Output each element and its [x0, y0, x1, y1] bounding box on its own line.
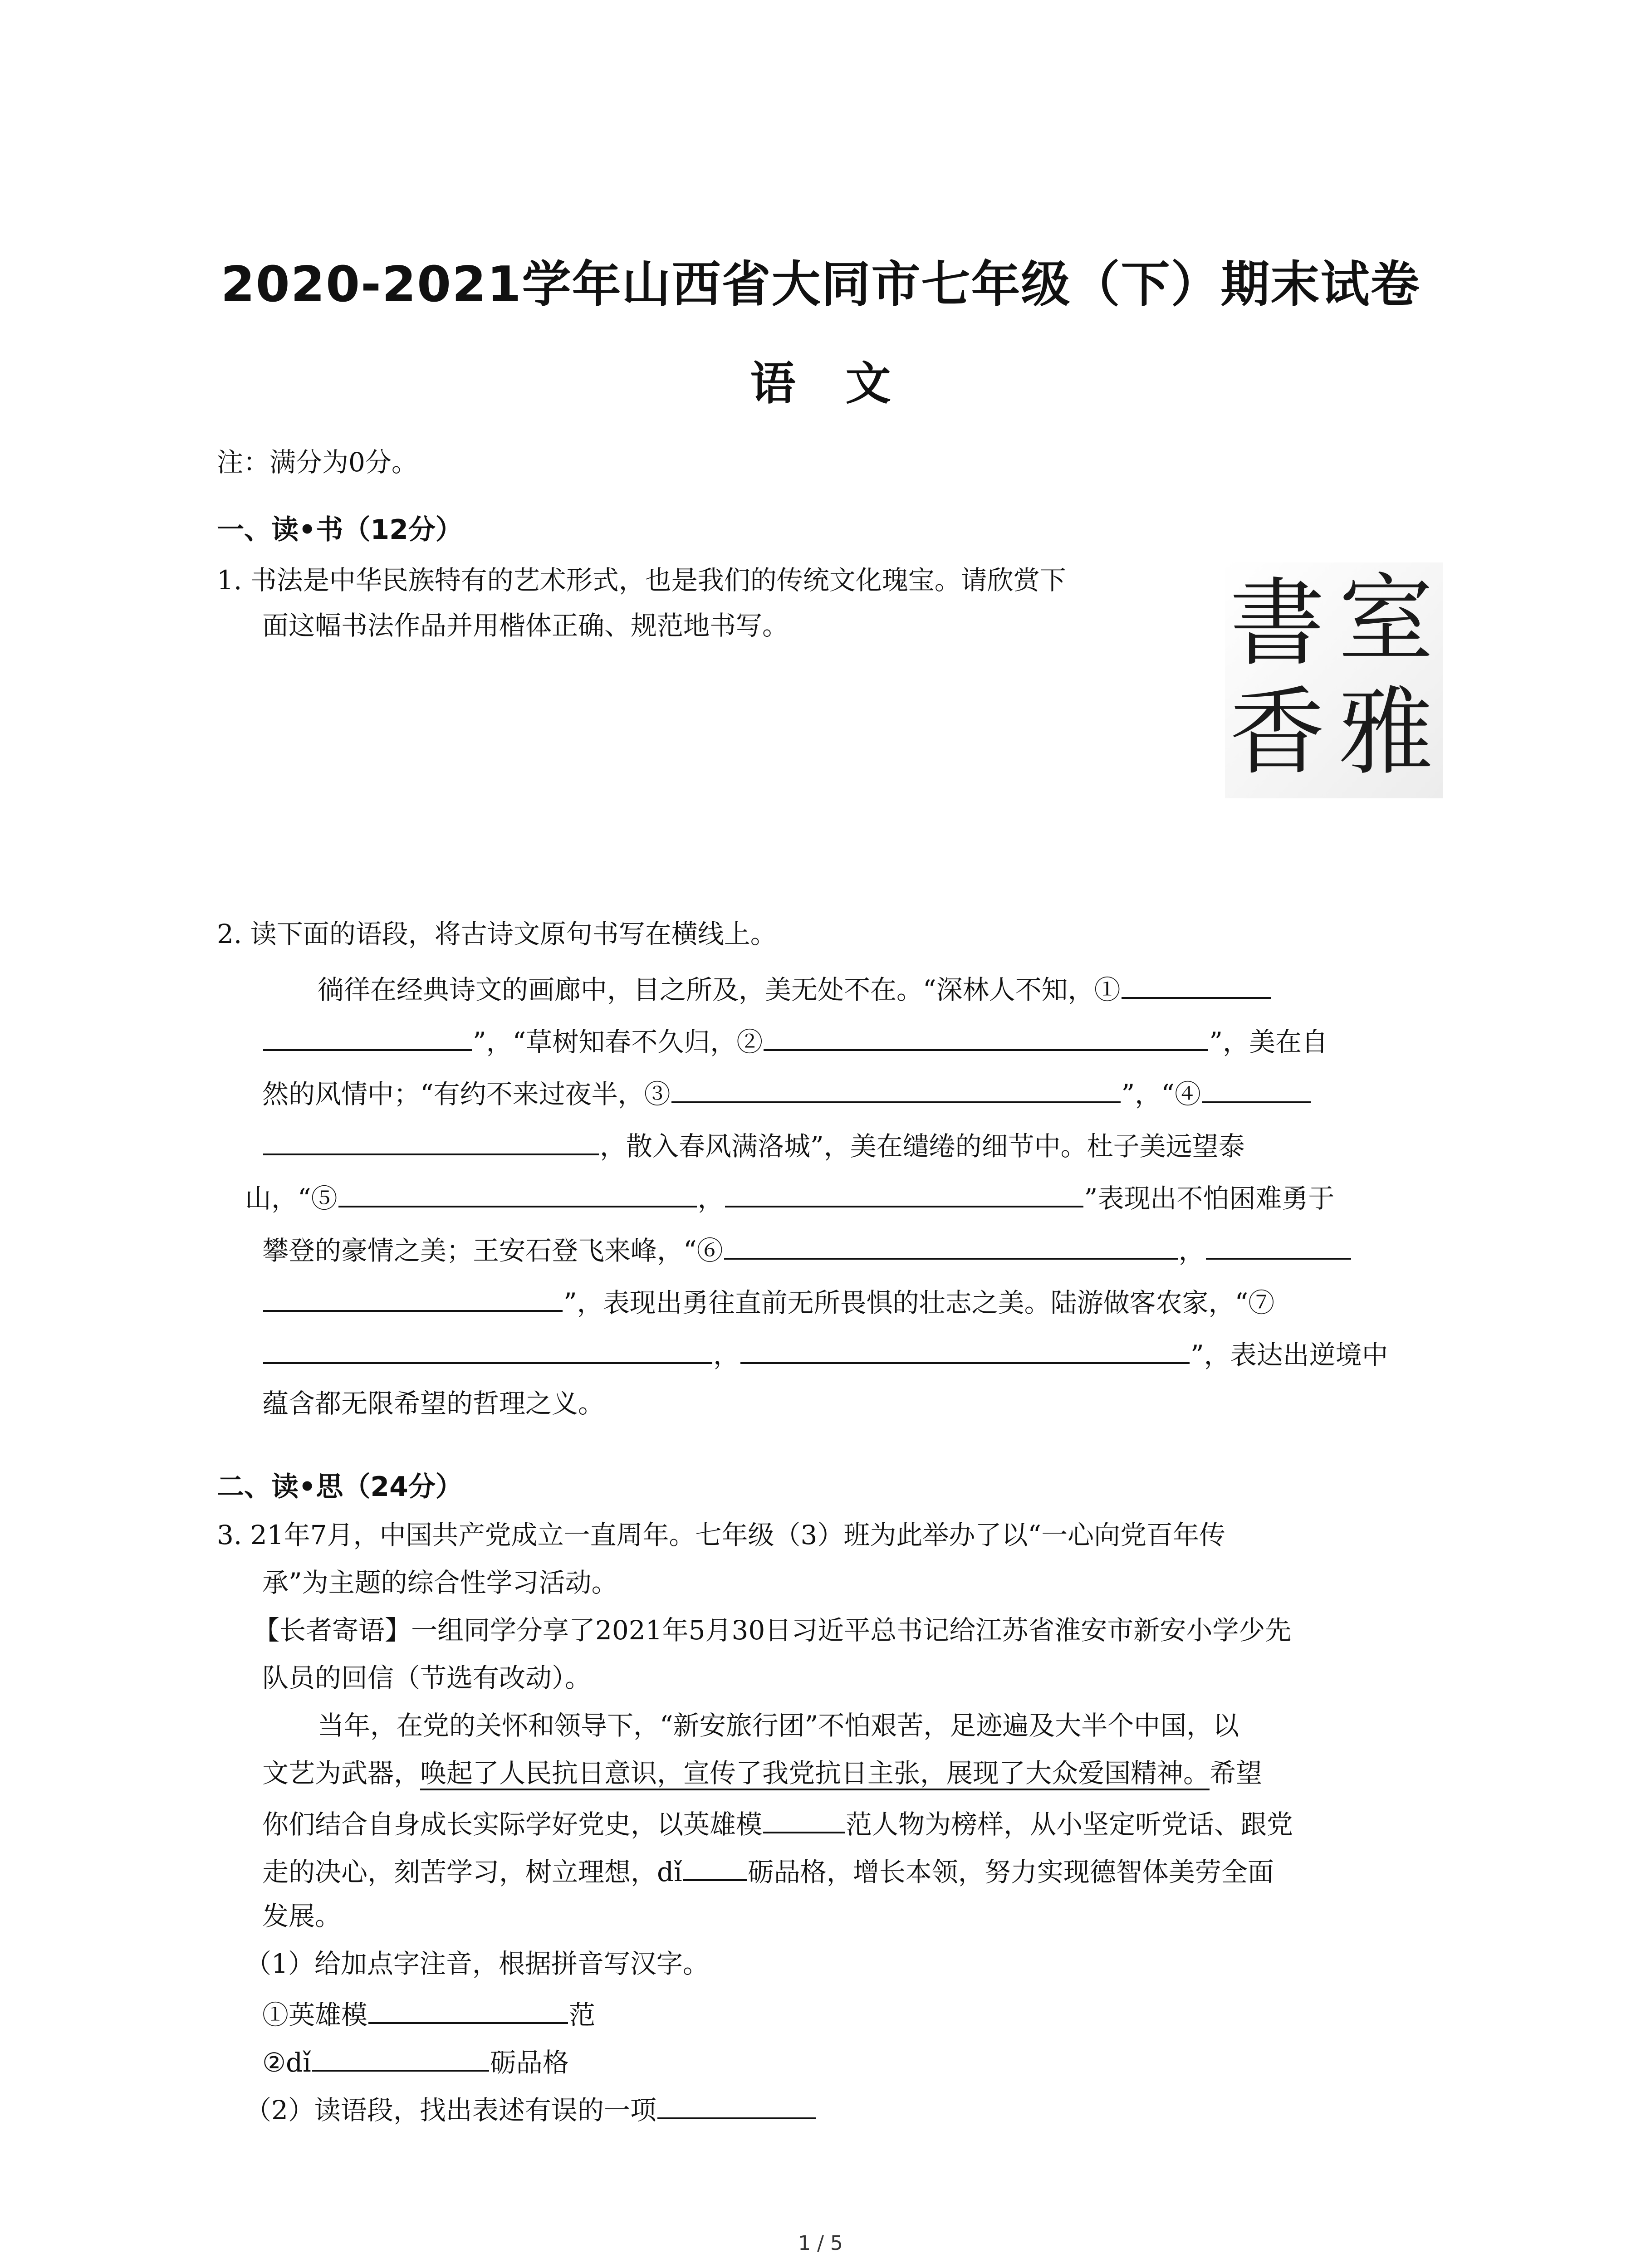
- q2-line9: 蕴含都无限希望的哲理之义。: [262, 1388, 605, 1419]
- q2-text: ，: [1178, 1235, 1205, 1266]
- answer-blank-5b[interactable]: [725, 1179, 1083, 1207]
- q2-text: ”，表现出勇往直前无所畏惧的壮志之美。陆游做客农家，“⑦: [563, 1287, 1275, 1318]
- q2-text: ”，表达出逆境中: [1190, 1339, 1388, 1370]
- answer-blank-choice[interactable]: [657, 2091, 816, 2119]
- q3-text: （2）读语段，找出表述有误的一项: [245, 2095, 656, 2126]
- answer-blank-6b[interactable]: [1206, 1232, 1351, 1260]
- answer-blank-4b[interactable]: [263, 1127, 599, 1155]
- exam-subject: 语文: [750, 357, 941, 410]
- answer-blank-1b[interactable]: [263, 1023, 472, 1051]
- section-1-heading: 一、读•书（12分）: [217, 514, 463, 546]
- q3-line3: 【长者寄语】一组同学分享了2021年5月30日习近平总书记给江苏省淮安市新安小学少先: [253, 1615, 1292, 1646]
- underlined-sentence: 唤起了人民抗日意识，宣传了我党抗日主张，展现了大众爱国精神。: [420, 1758, 1210, 1790]
- answer-blank-mo[interactable]: [763, 1805, 845, 1833]
- q3-answer2: [262, 2043, 569, 2079]
- answer-blank-7b[interactable]: [740, 1336, 1190, 1364]
- exam-title: 2020-2021学年山西省大同市七年级（下）期末试卷: [220, 256, 1421, 313]
- q2-text: ”，“草树知春不久归，②: [473, 1026, 763, 1057]
- q3-text: 范: [569, 1999, 596, 2030]
- answer-blank-6c[interactable]: [263, 1284, 563, 1312]
- calligraphy-artwork: [1225, 562, 1443, 798]
- q2-text: ”表现出不怕困难勇于: [1084, 1183, 1335, 1214]
- q2-line7: [262, 1284, 1274, 1319]
- q3-text: ②dǐ: [262, 2047, 311, 2078]
- answer-blank-2[interactable]: [764, 1023, 1208, 1051]
- q3-line4: 队员的回信（节选有改动）。: [262, 1662, 592, 1693]
- q2-text: 攀登的豪情之美；王安石登飞来峰，“⑥: [262, 1235, 723, 1266]
- calligraphy-char-4: 雅: [1338, 677, 1434, 788]
- q2-text: ”，“④: [1121, 1079, 1201, 1110]
- calligraphy-char-2: 室: [1338, 563, 1434, 675]
- q3-para1: 当年，在党的关怀和领导下，“新安旅行团”不怕艰苦，足迹遍及大半个中国，以: [318, 1710, 1239, 1741]
- score-note: 注：满分为0分。: [217, 447, 418, 478]
- q3-sub1: （1）给加点字注音，根据拼音写汉字。: [245, 1948, 709, 1979]
- q3-text: 走的决心，刻苦学习，树立理想，dǐ: [262, 1857, 682, 1887]
- q2-line1: [318, 971, 1272, 1006]
- q2-text: 徜徉在经典诗文的画廊中，目之所及，美无处不在。“深林人不知，①: [318, 974, 1121, 1005]
- q3-answer1: [262, 1996, 595, 2031]
- q3-text: ①英雄模: [262, 1999, 368, 2030]
- page-number: 1 / 5: [798, 2232, 843, 2255]
- q3-text: 你们结合自身成长实际学好党史，以英雄模: [262, 1809, 763, 1840]
- answer-blank-pinyin[interactable]: [368, 1996, 568, 2024]
- q2-line4: [262, 1127, 1245, 1163]
- q2-intro: 2. 读下面的语段，将古诗文原句书写在横线上。: [217, 919, 777, 949]
- q3-para5: 发展。: [262, 1901, 342, 1931]
- calligraphy-char-1: 書: [1230, 568, 1325, 679]
- answer-blank-hanzi[interactable]: [312, 2043, 489, 2072]
- q2-line3: [262, 1075, 1312, 1110]
- answer-blank-3[interactable]: [671, 1075, 1121, 1103]
- q2-text: ，: [697, 1183, 724, 1214]
- q3-text: 范人物为榜样，从小坚定听党话、跟党: [846, 1809, 1293, 1840]
- q1-line2: 面这幅书法作品并用楷体正确、规范地书写。: [262, 610, 789, 641]
- q2-line8: [262, 1336, 1388, 1371]
- q3-para4: [262, 1853, 1274, 1888]
- q3-para2: [262, 1758, 1262, 1789]
- q3-para3: [262, 1805, 1293, 1841]
- q2-text: 然的风情中；“有约不来过夜半，③: [262, 1079, 671, 1110]
- answer-blank-1a[interactable]: [1122, 971, 1271, 999]
- q2-text: ”，美在自: [1209, 1026, 1328, 1057]
- q3-text: 砺品格: [490, 2047, 569, 2078]
- q3-text: 希望: [1210, 1758, 1263, 1789]
- q1-line1: 1. 书法是中华民族特有的艺术形式，也是我们的传统文化瑰宝。请欣赏下: [217, 565, 1066, 596]
- q3-line2: 承”为主题的综合性学习活动。: [262, 1567, 618, 1598]
- answer-blank-7a[interactable]: [263, 1336, 712, 1364]
- q2-text: 山，“⑤: [245, 1183, 338, 1214]
- answer-blank-6a[interactable]: [724, 1232, 1178, 1260]
- calligraphy-char-3: 香: [1230, 677, 1325, 788]
- q3-text: 砺品格，增长本领，努力实现德智体美劳全面: [747, 1857, 1274, 1887]
- section-2-heading: 二、读•思（24分）: [217, 1471, 463, 1503]
- q2-text: ，散入春风满洛城”，美在缱绻的细节中。杜子美远望泰: [600, 1131, 1245, 1162]
- q2-line6: [262, 1232, 1352, 1267]
- answer-blank-di[interactable]: [683, 1853, 747, 1881]
- answer-blank-5a[interactable]: [338, 1179, 697, 1207]
- q3-sub2: [245, 2091, 817, 2126]
- q2-text: ，: [713, 1339, 740, 1370]
- q3-text: 文艺为武器，: [262, 1758, 421, 1789]
- answer-blank-4a[interactable]: [1202, 1075, 1311, 1103]
- q2-line2: [262, 1023, 1328, 1058]
- q2-line5: [245, 1179, 1334, 1215]
- q3-line1: 3. 21年7月，中国共产党成立一直周年。七年级（3）班为此举办了以“一心向党百年传: [217, 1520, 1226, 1550]
